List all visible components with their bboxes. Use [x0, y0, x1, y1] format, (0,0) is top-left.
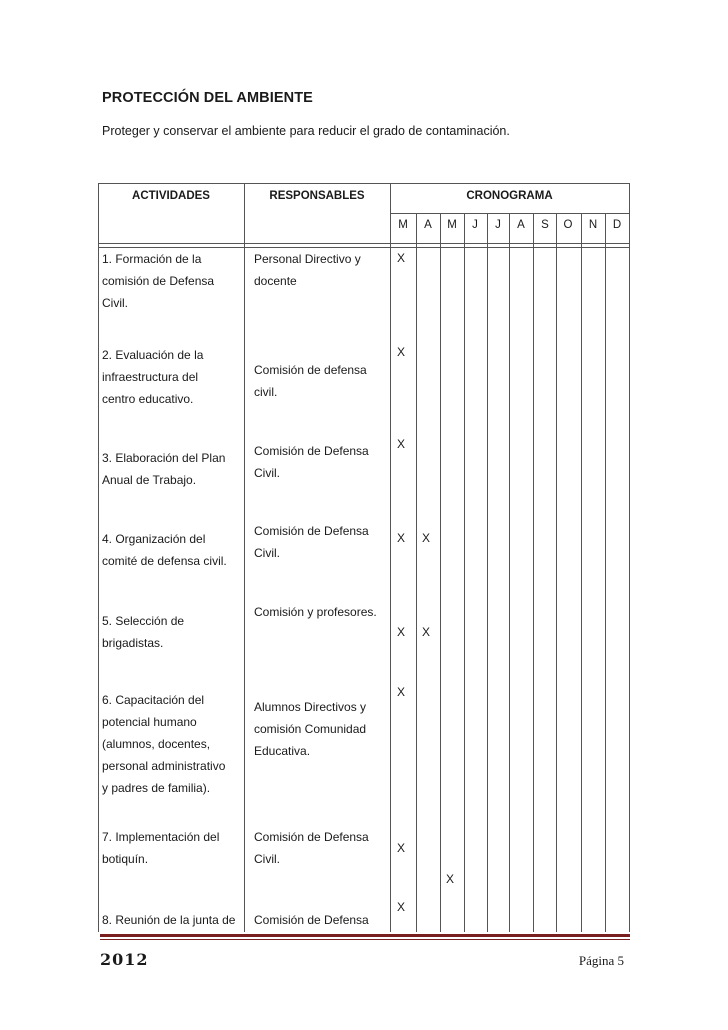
table-row-activity	[102, 248, 214, 314]
table-row-responsible	[254, 440, 369, 484]
cell-line: Personal Directivo y	[254, 252, 361, 266]
table-row-activity	[102, 344, 203, 410]
table-row-activity	[102, 909, 235, 931]
table-row-activity	[102, 447, 225, 491]
schedule-mark: X	[397, 345, 406, 359]
table-row-activity	[102, 528, 227, 572]
cell-line: 5. Selección de	[102, 614, 185, 628]
cell-line: Civil.	[254, 546, 280, 560]
table-row-responsible	[254, 248, 361, 292]
schedule-mark: X	[397, 841, 406, 855]
cell-line: 3. Elaboración del Plan	[102, 451, 226, 465]
month-label: J	[472, 219, 478, 231]
cell-line: Comisión de defensa	[254, 363, 367, 377]
cell-line: personal administrativo	[102, 759, 226, 773]
table-row-responsible	[254, 520, 369, 564]
cell-line: comisión Comunidad	[254, 722, 367, 736]
cell-line: Comisión de Defensa	[254, 524, 369, 538]
footer-rule	[100, 934, 630, 937]
month-label: D	[612, 219, 622, 231]
cell-line: (alumnos, docentes,	[102, 737, 211, 751]
cell-line: y padres de familia).	[102, 781, 211, 795]
schedule-mark: X	[397, 900, 406, 914]
section-objective: Proteger y conservar el ambiente para reducir el grado de contaminación.	[102, 124, 510, 138]
cell-line: Anual de Trabajo.	[102, 473, 197, 487]
schedule-mark: X	[397, 531, 406, 545]
header-responsible: RESPONSABLES	[269, 190, 365, 202]
cell-line: 7. Implementación del	[102, 830, 220, 844]
month-label: J	[495, 219, 501, 231]
header-schedule: CRONOGRAMA	[466, 190, 553, 202]
month-label: A	[517, 219, 525, 231]
cell-line: botiquín.	[102, 852, 149, 866]
schedule-mark: X	[422, 625, 431, 639]
cell-line: comité de defensa civil.	[102, 554, 227, 568]
cell-line: 6. Capacitación del	[102, 693, 205, 707]
cell-line: Civil.	[254, 852, 280, 866]
cell-line: comisión de Defensa	[102, 274, 215, 288]
table-row-responsible	[254, 696, 366, 762]
cell-line: civil.	[254, 385, 278, 399]
table-row-activity	[102, 826, 219, 870]
cell-line: Civil.	[102, 296, 128, 310]
month-label: O	[563, 219, 573, 231]
table-row-responsible	[254, 359, 367, 403]
month-label: N	[588, 219, 598, 231]
cell-line: Comisión y profesores.	[254, 605, 377, 619]
footer-page-number: Página 5	[578, 953, 624, 968]
cell-line: centro educativo.	[102, 392, 194, 406]
section-title: PROTECCIÓN DEL AMBIENTE	[102, 90, 313, 106]
table-row-responsible	[254, 601, 377, 623]
schedule-mark: X	[397, 437, 406, 451]
cell-line: infraestructura del	[102, 370, 199, 384]
schedule-mark: X	[397, 625, 406, 639]
header-activities: ACTIVIDADES	[132, 190, 210, 202]
cell-line: 1. Formación de la	[102, 252, 202, 266]
table-row-responsible	[254, 826, 369, 870]
footer-year: 2012	[100, 950, 149, 969]
month-label: M	[447, 219, 457, 231]
table-row-activity	[102, 689, 225, 799]
table-row-responsible	[254, 909, 369, 931]
table-row-activity	[102, 610, 184, 654]
cell-line: 8. Reunión de la junta de	[102, 913, 236, 927]
schedule-mark: X	[397, 685, 406, 699]
cell-line: docente	[254, 274, 297, 288]
month-label: S	[541, 219, 549, 231]
cell-line: Comisión de Defensa	[254, 830, 369, 844]
schedule-mark: X	[397, 251, 406, 265]
cell-line: Comisión de Defensa	[254, 913, 369, 927]
month-label: M	[398, 219, 408, 231]
cell-line: Comisión de Defensa	[254, 444, 369, 458]
cell-line: 2. Evaluación de la	[102, 348, 204, 362]
cell-line: potencial humano	[102, 715, 197, 729]
cell-line: brigadistas.	[102, 636, 164, 650]
footer-rule-thin	[100, 939, 630, 940]
schedule-mark: X	[422, 531, 431, 545]
cell-line: Alumnos Directivos y	[254, 700, 367, 714]
schedule-mark: X	[446, 872, 455, 886]
cell-line: Educativa.	[254, 744, 311, 758]
cell-line: Civil.	[254, 466, 280, 480]
cell-line: 4. Organización del	[102, 532, 206, 546]
month-label: A	[424, 219, 432, 231]
